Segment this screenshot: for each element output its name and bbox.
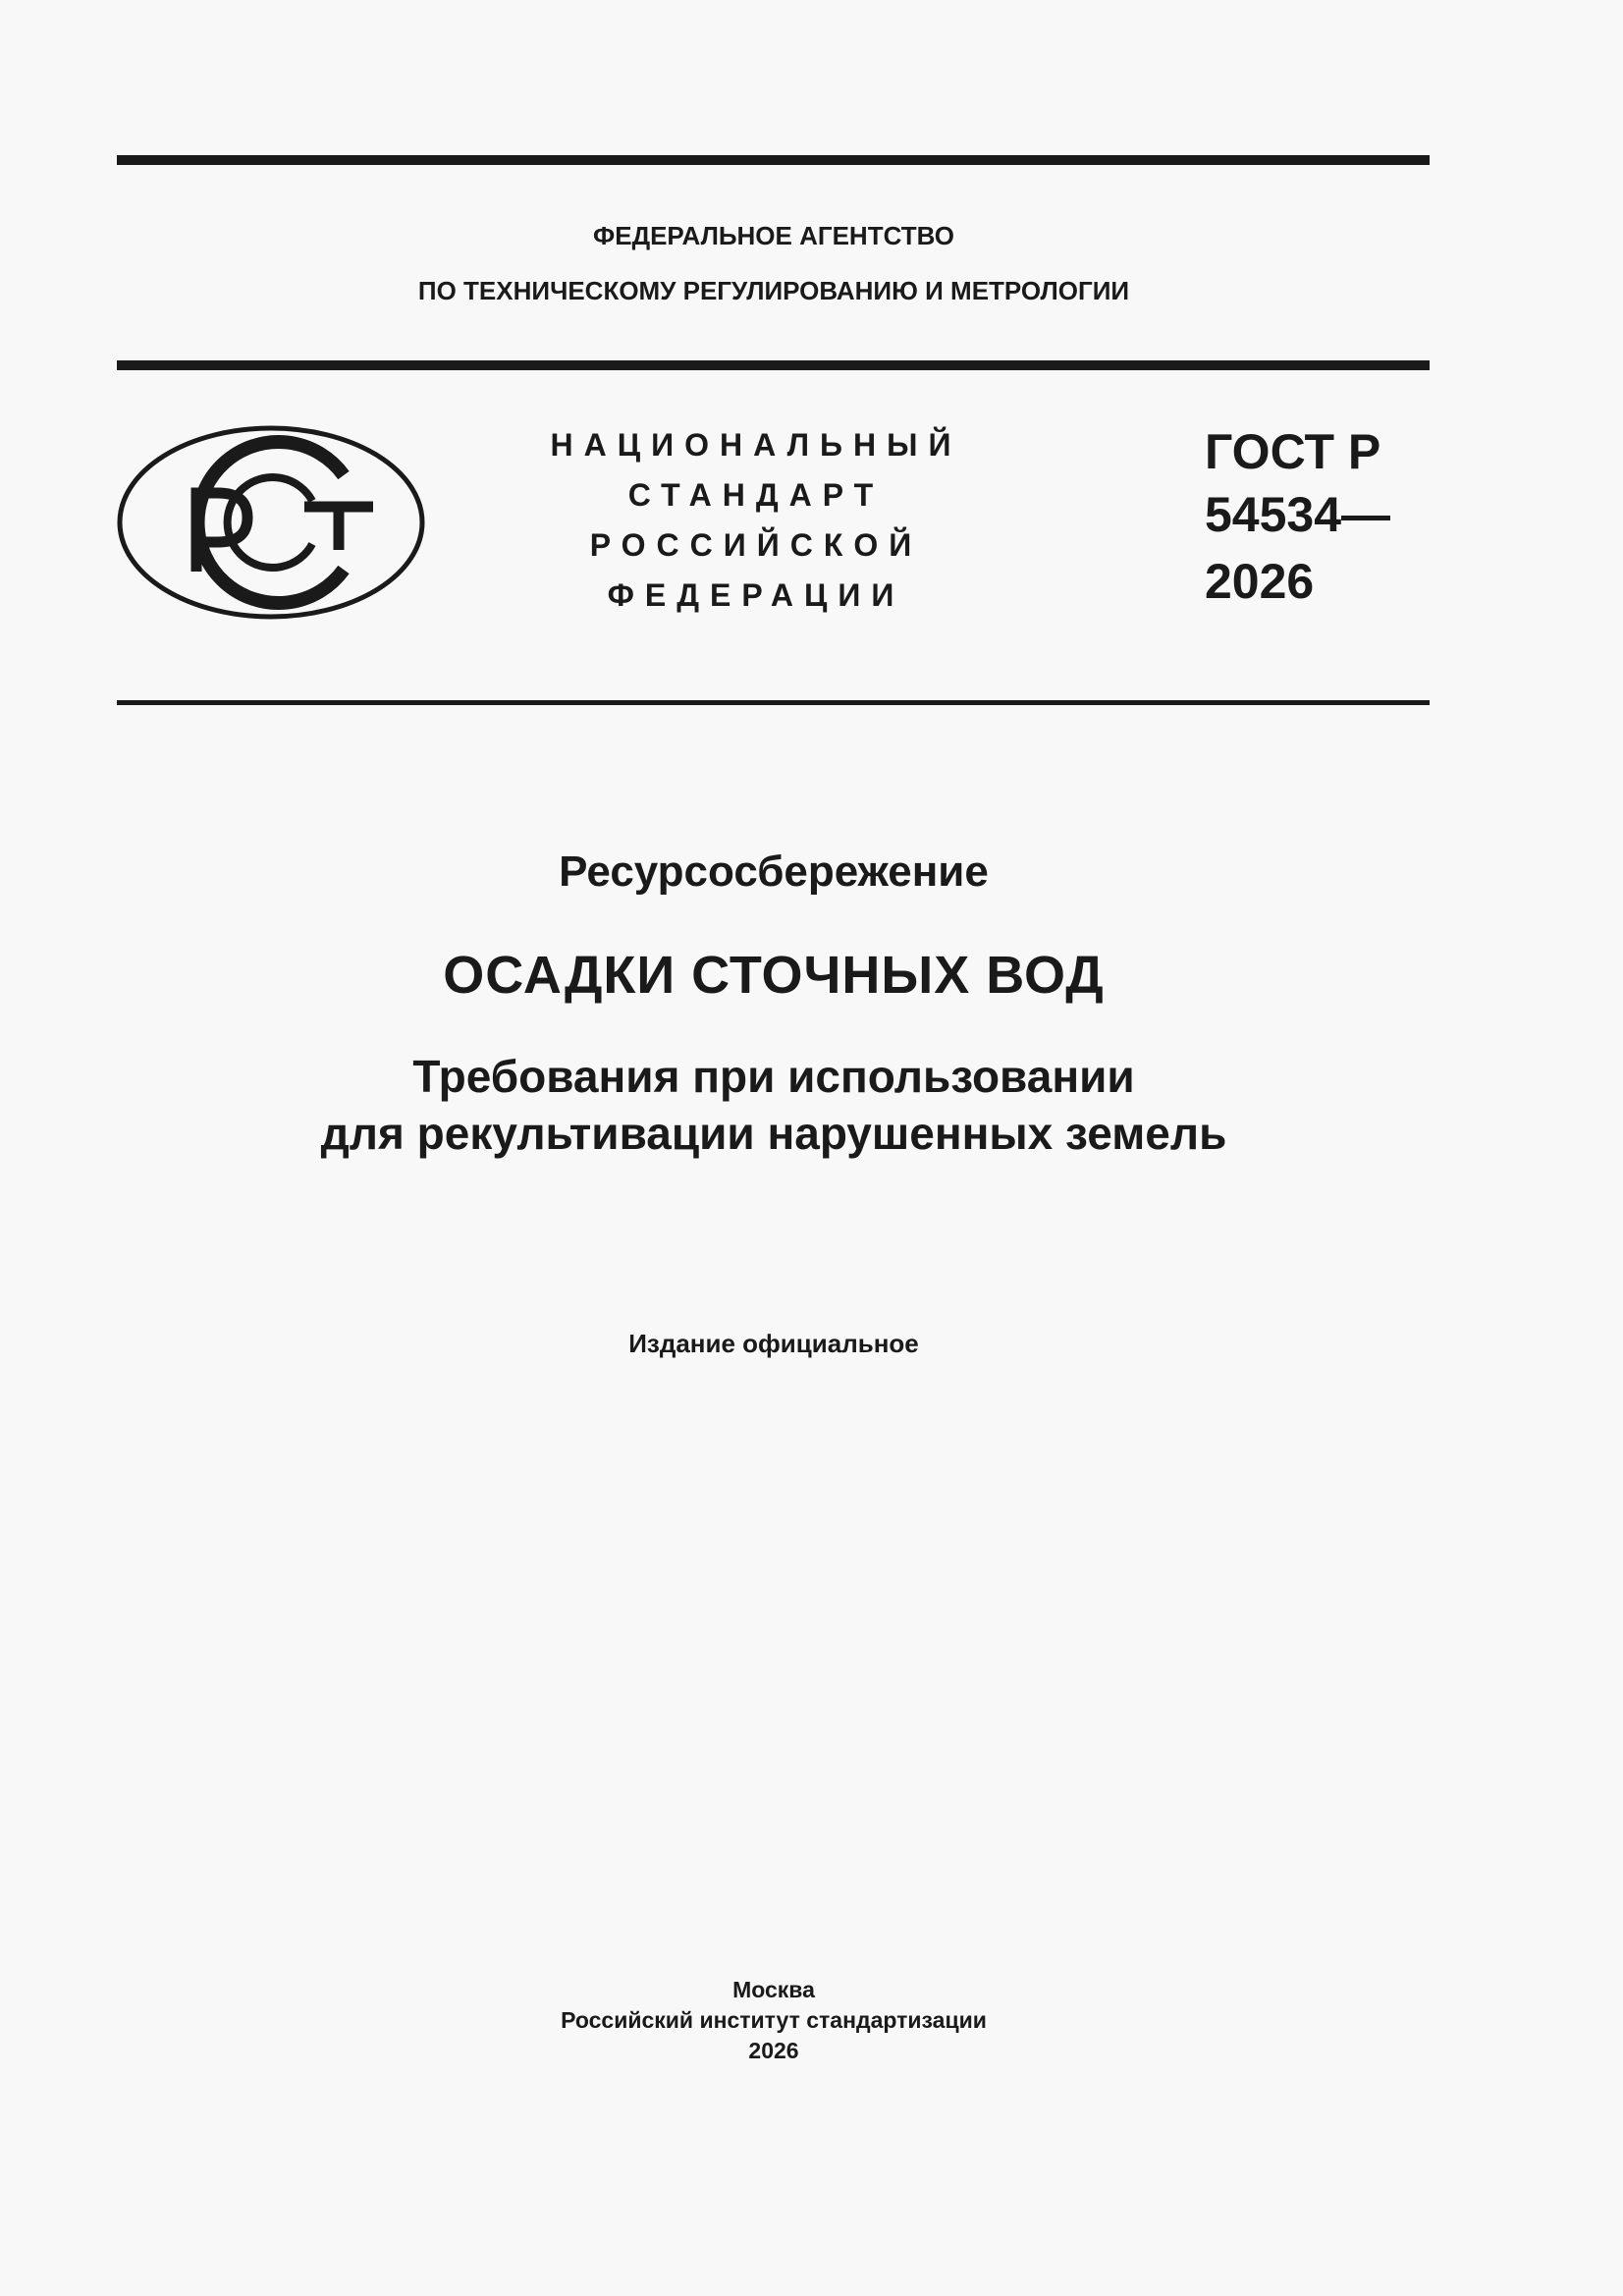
document-subtitle-line-2: для рекультивации нарушенных земель bbox=[320, 1108, 1227, 1159]
standard-type-line-2: СТАНДАРТ bbox=[627, 477, 885, 513]
designation-line-2: 54534— bbox=[1205, 487, 1391, 542]
agency-bottom-rule bbox=[117, 360, 1430, 370]
imprint-city: Москва bbox=[732, 1977, 815, 2002]
standard-type-line-3: РОССИЙСКОЙ bbox=[589, 527, 923, 563]
rst-conformity-mark-icon bbox=[116, 424, 426, 626]
designation-line-1: ГОСТ Р bbox=[1205, 424, 1381, 479]
document-subject: Ресурсосбережение bbox=[559, 847, 989, 896]
imprint-publisher: Российский институт стандартизации bbox=[561, 2007, 987, 2033]
agency-line-1: ФЕДЕРАЛЬНОЕ АГЕНТСТВО bbox=[593, 221, 954, 250]
standard-type-line-1: НАЦИОНАЛЬНЫЙ bbox=[550, 427, 962, 463]
designation-line-3: 2026 bbox=[1205, 554, 1315, 609]
header-bottom-rule bbox=[117, 700, 1430, 705]
edition-label: Издание официальное bbox=[628, 1329, 919, 1358]
imprint-year: 2026 bbox=[748, 2038, 799, 2063]
standard-type-line-4: ФЕДЕРАЦИИ bbox=[607, 577, 905, 613]
top-rule bbox=[117, 155, 1430, 165]
document-title: ОСАДКИ СТОЧНЫХ ВОД bbox=[443, 946, 1105, 1005]
agency-line-2: ПО ТЕХНИЧЕСКОМУ РЕГУЛИРОВАНИЮ И МЕТРОЛОГИИ bbox=[417, 276, 1130, 305]
document-subtitle-line-1: Требования при использовании bbox=[412, 1051, 1135, 1102]
